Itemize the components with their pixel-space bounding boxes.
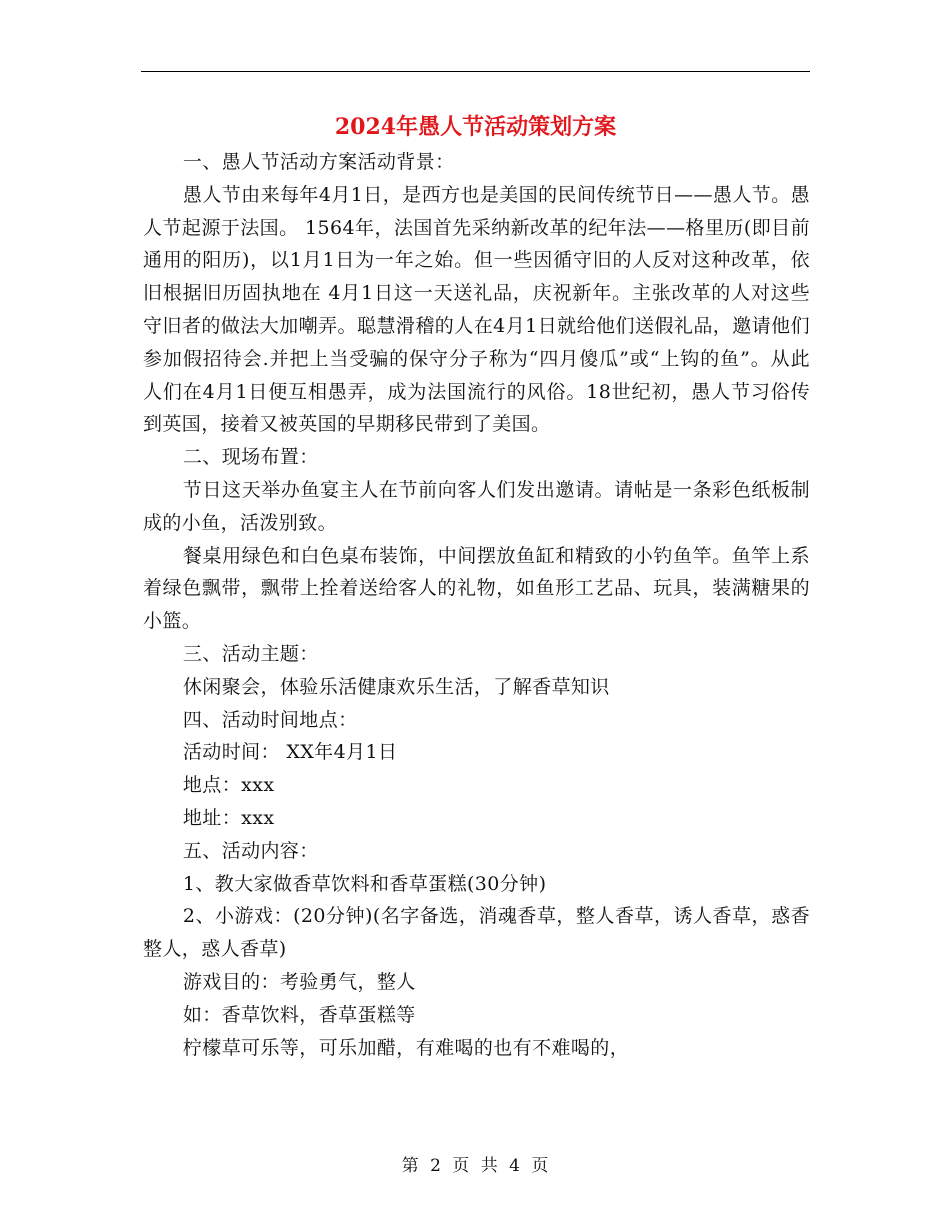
paragraph-drinks: 柠檬草可乐等，可乐加醋，有难喝的也有不难喝的， [182, 1036, 630, 1059]
paragraph-invitation: 节日这天举办鱼宴主人在节前向客人们发出邀请。请帖是一条彩色纸板制成的小鱼，活泼别致。 [143, 478, 810, 534]
paragraph-event-time: 活动时间： XX年4月1日 [182, 741, 398, 764]
paragraph-examples: 如：香草饮料，香草蛋糕等 [182, 1003, 416, 1026]
document-body [143, 146, 810, 1064]
heading-venue-setup: 二、现场布置： [182, 446, 319, 469]
heading-theme: 三、活动主题： [182, 642, 319, 665]
heading-background: 一、愚人节活动方案活动背景： [182, 151, 455, 173]
list-item-2: 2、小游戏：(20分钟)(名字备选，消魂香草，整人香草，诱人香草，惑香整人，惑人香草) [143, 905, 810, 961]
paragraph-theme: 休闲聚会，体验乐活健康欢乐生活，了解香草知识 [182, 675, 610, 698]
header-rule [141, 71, 810, 72]
paragraph-address: 地址：xxx [182, 806, 275, 829]
paragraph-table-decor: 餐桌用绿色和白色桌布装饰，中间摆放鱼缸和精致的小钓鱼竿。鱼竿上系着绿色飘带，飘带上拴着送给客人的礼物，如鱼形工艺品、玩具，装满糖果的小篮。 [143, 544, 810, 633]
page-number: 第 2 页 共 4 页 [401, 1156, 549, 1176]
heading-time-place: 四、活动时间地点： [182, 708, 358, 731]
paragraph-game-purpose: 游戏目的：考验勇气，整人 [182, 970, 416, 993]
paragraph-location: 地点：xxx [182, 774, 275, 797]
document-title: 2024年愚人节活动策划方案 [334, 114, 617, 140]
heading-content: 五、活动内容： [182, 839, 319, 862]
list-item-1: 1、教大家做香草饮料和香草蛋糕(30分钟) [182, 872, 547, 895]
paragraph-origin: 愚人节由来每年4月1日，是西方也是美国的民间传统节日——愚人节。愚人节起源于法国。 1564年，法国首先采纳新改革的纪年法——格里历(即目前通用的阳历)，以1月1日为一年之始。但一些因循守旧的人反对这种改革，依旧根据旧历固执地在 4月1日这一天送礼品，庆祝新年。主张改革的人对这些守旧者的做法大加嘲弄。聪慧滑稽的人在4月1日就给他们送假礼品，邀请他们参加假招待会.并把上当受骗的保守分子称为“四月傻瓜”或“上钩的鱼”。从此人们在4月1日便互相愚弄，成为法国流行的风俗。18世纪初，愚人节习俗传到英国，接着又被英国的早期移民带到了美国。 [143, 183, 810, 436]
